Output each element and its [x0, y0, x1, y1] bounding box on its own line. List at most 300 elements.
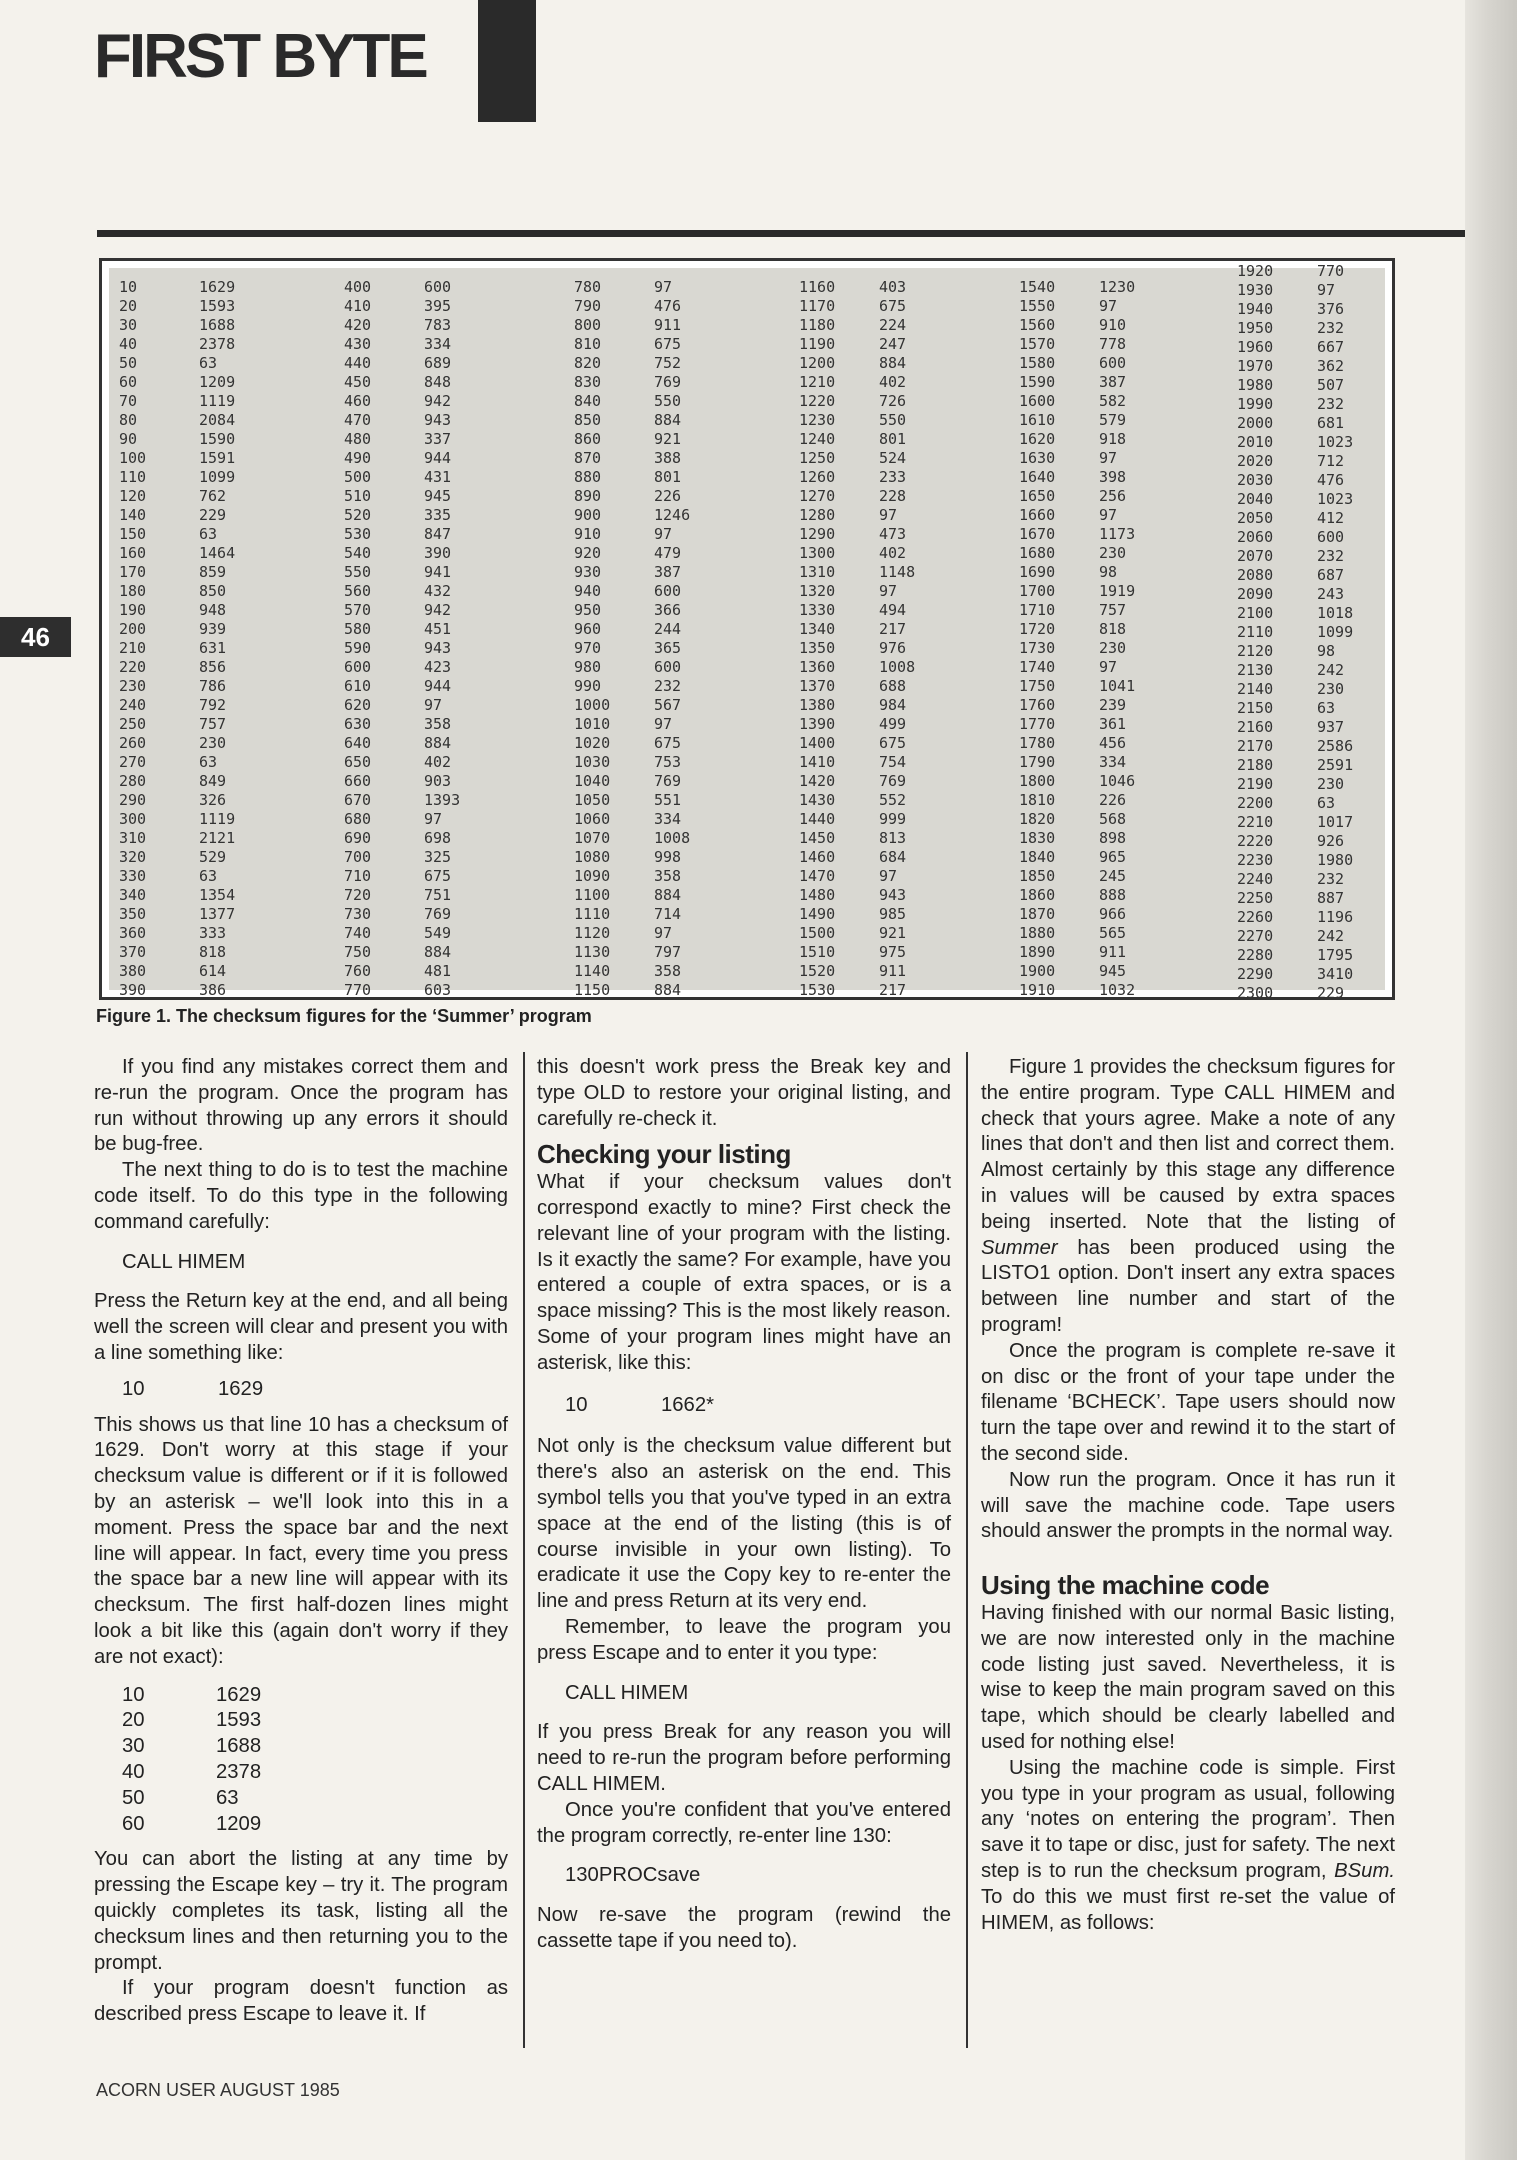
- checksum-value: 366: [654, 601, 682, 619]
- checksum-value: 334: [1099, 753, 1127, 771]
- checksum-row: [799, 354, 915, 373]
- line-number: 260: [119, 734, 147, 752]
- checksum-value: 230: [1099, 544, 1127, 562]
- checksum-value: 230: [1317, 680, 1345, 698]
- line-number: 2230: [1237, 851, 1274, 869]
- line-number: 520: [344, 506, 372, 524]
- checksum-row: [1237, 604, 1353, 623]
- line-number: 1380: [799, 696, 836, 714]
- checksum-value: 476: [1317, 471, 1345, 489]
- line-number: 2160: [1237, 718, 1274, 736]
- checksum-value: 1377: [199, 905, 236, 923]
- checksum-value: 600: [424, 278, 452, 296]
- checksum-row: [119, 829, 235, 848]
- checksum-row: [119, 677, 235, 696]
- checksum-value: 849: [199, 772, 227, 790]
- checksum-row: [119, 392, 235, 411]
- line-number: 430: [344, 335, 372, 353]
- line-number: 1580: [1019, 354, 1056, 372]
- checksum-value: 230: [1317, 775, 1345, 793]
- checksum-row: [1019, 677, 1135, 696]
- line-number: 670: [344, 791, 372, 809]
- checksum-row: [119, 582, 235, 601]
- checksum-row: [799, 696, 915, 715]
- line-number: 2040: [1237, 490, 1274, 508]
- line-number: 320: [119, 848, 147, 866]
- line-number: 390: [119, 981, 147, 999]
- checksum-value: 97: [879, 506, 898, 524]
- line-number: 1950: [1237, 319, 1274, 337]
- checksum-value: 675: [424, 867, 452, 885]
- line-number: 1630: [1019, 449, 1056, 467]
- line-number: 1510: [799, 943, 836, 961]
- checksum-row: [799, 658, 915, 677]
- line-number: 2130: [1237, 661, 1274, 679]
- checksum-row: [799, 791, 915, 810]
- line-number: 160: [119, 544, 147, 562]
- line-number: 2180: [1237, 756, 1274, 774]
- checksum-value: 242: [1317, 661, 1345, 679]
- line-number: 1050: [574, 791, 611, 809]
- line-number: 1700: [1019, 582, 1056, 600]
- line-number: 1150: [574, 981, 611, 999]
- checksum-value: 944: [424, 677, 452, 695]
- line-number: 420: [344, 316, 372, 334]
- checksum-row: [799, 297, 915, 316]
- checksum-value: 228: [879, 487, 907, 505]
- line-number: 650: [344, 753, 372, 771]
- checksum-column: [574, 278, 690, 1000]
- checksum-row: [1019, 829, 1135, 848]
- code-line: CALL HIMEM: [122, 1250, 246, 1273]
- sample-table: [94, 1683, 508, 1838]
- checksum-value: 402: [424, 753, 452, 771]
- checksum-row: [119, 468, 235, 487]
- checksum-value: 921: [654, 430, 682, 448]
- checksum-value: 600: [654, 582, 682, 600]
- checksum-value: 941: [424, 563, 452, 581]
- sample-output: [565, 1393, 951, 1419]
- checksum-value: 390: [424, 544, 452, 562]
- checksum-row: [344, 449, 460, 468]
- line-number: 1900: [1019, 962, 1056, 980]
- line-number: 2060: [1237, 528, 1274, 546]
- checksum-row: [119, 791, 235, 810]
- checksum-value: 1393: [424, 791, 461, 809]
- checksum-value: 582: [1099, 392, 1127, 410]
- checksum-value: 1629: [216, 1683, 262, 1706]
- checksum-row: [574, 753, 690, 772]
- checksum-value: 232: [1317, 319, 1345, 337]
- checksum-row: [574, 658, 690, 677]
- checksum-row: [1019, 791, 1135, 810]
- checksum-row: [574, 487, 690, 506]
- checksum-value: 926: [1317, 832, 1345, 850]
- checksum-value: 1046: [1099, 772, 1136, 790]
- paragraph: Using the machine code is simple. First you type in your program as usual, following any ‘notes on entering the program’. Then save it to tape or disc, just for safety. The next step is to run the checksum program, BSum. To do this we must first re-set the value of HIMEM, as follows:: [981, 1756, 1395, 1934]
- paragraph: This shows us that line 10 has a checksum of 1629. Don't worry at this stage if your checksum value is different or if it is followed by an asterisk – we'll look into this in a moment. Press the space bar and the next line will appear. In fact, every time you press the space bar a new line will appear with its checksum. The first half-dozen lines might look a bit like this (again don't worry if they are not exact):: [94, 1413, 508, 1668]
- checksum-row: [1019, 487, 1135, 506]
- checksum-row: [1237, 965, 1353, 984]
- checksum-row: [574, 639, 690, 658]
- checksum-row: [344, 981, 460, 1000]
- line-number: 350: [119, 905, 147, 923]
- checksum-row: [1237, 946, 1353, 965]
- checksum-value: 985: [879, 905, 907, 923]
- line-number: 1960: [1237, 338, 1274, 356]
- checksum-value: 97: [1317, 281, 1336, 299]
- line-number: 1750: [1019, 677, 1056, 695]
- checksum-value: 943: [879, 886, 907, 904]
- checksum-row: [1237, 509, 1353, 528]
- checksum-row: [574, 696, 690, 715]
- paragraph: If you press Break for any reason you will need to re-run the program before performing CALL HIMEM.: [537, 1721, 951, 1795]
- checksum-value: 984: [879, 696, 907, 714]
- line-number: 500: [344, 468, 372, 486]
- checksum-row: [799, 753, 915, 772]
- checksum-value: 757: [199, 715, 227, 733]
- line-number: 20: [119, 297, 138, 315]
- line-number: 1620: [1019, 430, 1056, 448]
- checksum-row: [1019, 753, 1135, 772]
- checksum-row: [574, 772, 690, 791]
- checksum-value: 1230: [1099, 278, 1136, 296]
- checksum-row: [1019, 696, 1135, 715]
- line-number: 1730: [1019, 639, 1056, 657]
- paragraph: You can abort the listing at any time by pressing the Escape key – try it. The program quickly completes its task, listing all the checksum lines and then returning you to the prompt.: [94, 1848, 508, 1974]
- line-number: 2080: [1237, 566, 1274, 584]
- line-number: 600: [344, 658, 372, 676]
- line-number: 10: [122, 1683, 145, 1706]
- checksum-value: 98: [1317, 642, 1336, 660]
- checksum-row: [574, 354, 690, 373]
- checksum-row: [1237, 699, 1353, 718]
- line-number: 1010: [574, 715, 611, 733]
- checksum-row: [119, 658, 235, 677]
- line-number: 740: [344, 924, 372, 942]
- checksum-value: 1593: [216, 1709, 262, 1732]
- checksum-row: [1237, 528, 1353, 547]
- checksum-value: 97: [654, 924, 673, 942]
- checksum-value: 476: [654, 297, 682, 315]
- checksum-row: [574, 962, 690, 981]
- checksum-value: 245: [1099, 867, 1127, 885]
- checksum-row: [344, 696, 460, 715]
- checksum-value: 1795: [1317, 946, 1354, 964]
- checksum-row: [1019, 658, 1135, 677]
- checksum-value: 473: [879, 525, 907, 543]
- paragraph: Now run the program. Once it has run it will save the machine code. Tape users should answer the prompts in the normal way.: [981, 1468, 1395, 1543]
- line-number: 2170: [1237, 737, 1274, 755]
- checksum-value: 944: [424, 449, 452, 467]
- line-number: 30: [122, 1735, 145, 1758]
- checksum-row: [1237, 718, 1353, 737]
- paragraph: If your program doesn't function as described press Escape to leave it. If: [94, 1977, 508, 2026]
- checksum-value: 1629: [218, 1377, 264, 1400]
- line-number: 1840: [1019, 848, 1056, 866]
- checksum-value: 848: [424, 373, 452, 391]
- checksum-row: [344, 582, 460, 601]
- line-number: 1880: [1019, 924, 1056, 942]
- checksum-row: [1019, 468, 1135, 487]
- line-number: 1290: [799, 525, 836, 543]
- checksum-row: [344, 924, 460, 943]
- checksum-value: 1173: [1099, 525, 1136, 543]
- line-number: 400: [344, 278, 372, 296]
- checksum-value: 568: [1099, 810, 1127, 828]
- line-number: 970: [574, 639, 602, 657]
- checksum-value: 1593: [199, 297, 236, 315]
- checksum-row: [799, 639, 915, 658]
- checksum-row: [119, 867, 235, 886]
- line-number: 120: [119, 487, 147, 505]
- line-number: 1140: [574, 962, 611, 980]
- checksum-row: [1019, 848, 1135, 867]
- line-number: 1170: [799, 297, 836, 315]
- checksum-value: 859: [199, 563, 227, 581]
- checksum-value: 229: [1317, 984, 1345, 1002]
- checksum-value: 769: [879, 772, 907, 790]
- line-number: 280: [119, 772, 147, 790]
- checksum-row: [344, 563, 460, 582]
- code-line: 130PROCsave: [565, 1864, 701, 1887]
- checksum-value: 358: [654, 962, 682, 980]
- checksum-value: 689: [424, 354, 452, 372]
- checksum-value: 1023: [1317, 433, 1354, 451]
- checksum-row: [574, 449, 690, 468]
- checksum-row: [344, 506, 460, 525]
- line-number: 1020: [574, 734, 611, 752]
- text-column-3: [981, 1055, 1395, 1936]
- checksum-row: [344, 316, 460, 335]
- checksum-value: 911: [654, 316, 682, 334]
- checksum-value: 754: [879, 753, 907, 771]
- line-number: 60: [119, 373, 138, 391]
- text-column-1: [94, 1055, 508, 2028]
- line-number: 210: [119, 639, 147, 657]
- checksum-row: [119, 335, 235, 354]
- checksum-row: [344, 278, 460, 297]
- checksum-row: [1237, 262, 1353, 281]
- checksum-row: [1237, 908, 1353, 927]
- checksum-value: 334: [654, 810, 682, 828]
- checksum-value: 687: [1317, 566, 1345, 584]
- checksum-value: 256: [1099, 487, 1127, 505]
- line-number: 2290: [1237, 965, 1274, 983]
- checksum-value: 431: [424, 468, 452, 486]
- line-number: 2050: [1237, 509, 1274, 527]
- paragraph: The next thing to do is to test the machine code itself. To do this type in the following command carefully:: [94, 1159, 508, 1233]
- checksum-row: [1237, 433, 1353, 452]
- line-number: 450: [344, 373, 372, 391]
- line-number: 1490: [799, 905, 836, 923]
- checksum-value: 884: [654, 411, 682, 429]
- checksum-row: [799, 620, 915, 639]
- checksum-row: [344, 525, 460, 544]
- checksum-row: [344, 810, 460, 829]
- checksum-value: 942: [424, 392, 452, 410]
- checksum-value: 684: [879, 848, 907, 866]
- line-number: 1710: [1019, 601, 1056, 619]
- line-number: 790: [574, 297, 602, 315]
- line-number: 90: [119, 430, 138, 448]
- line-number: 1400: [799, 734, 836, 752]
- checksum-row: [344, 354, 460, 373]
- line-number: 490: [344, 449, 372, 467]
- checksum-value: 217: [879, 620, 907, 638]
- line-number: 1250: [799, 449, 836, 467]
- line-number: 1460: [799, 848, 836, 866]
- checksum-value: 998: [654, 848, 682, 866]
- checksum-value: 230: [1099, 639, 1127, 657]
- checksum-row: [344, 392, 460, 411]
- line-number: 2090: [1237, 585, 1274, 603]
- line-number: 1070: [574, 829, 611, 847]
- checksum-value: 948: [199, 601, 227, 619]
- checksum-row: [119, 544, 235, 563]
- checksum-value: 550: [654, 392, 682, 410]
- checksum-row: [1019, 601, 1135, 620]
- checksum-row: [119, 981, 235, 1000]
- checksum-value: 402: [879, 373, 907, 391]
- line-number: 1830: [1019, 829, 1056, 847]
- checksum-row: [1019, 506, 1135, 525]
- checksum-row: [344, 411, 460, 430]
- checksum-row: [344, 658, 460, 677]
- checksum-row: [344, 297, 460, 316]
- line-number: 900: [574, 506, 602, 524]
- line-number: 1280: [799, 506, 836, 524]
- checksum-row: [119, 848, 235, 867]
- checksum-row: [119, 449, 235, 468]
- checksum-value: 850: [199, 582, 227, 600]
- line-number: 270: [119, 753, 147, 771]
- sample-row: [122, 1760, 508, 1786]
- checksum-row: [1019, 525, 1135, 544]
- checksum-row: [1237, 357, 1353, 376]
- line-number: 1100: [574, 886, 611, 904]
- checksum-row: [799, 829, 915, 848]
- checksum-value: 1591: [199, 449, 236, 467]
- line-number: 1980: [1237, 376, 1274, 394]
- checksum-row: [1237, 642, 1353, 661]
- checksum-row: [574, 791, 690, 810]
- line-number: 50: [119, 354, 138, 372]
- checksum-value: 97: [654, 525, 673, 543]
- line-number: 360: [119, 924, 147, 942]
- checksum-value: 233: [879, 468, 907, 486]
- checksum-row: [1237, 566, 1353, 585]
- checksum-value: 939: [199, 620, 227, 638]
- checksum-row: [1019, 734, 1135, 753]
- checksum-row: [1019, 411, 1135, 430]
- checksum-value: 943: [424, 639, 452, 657]
- checksum-row: [344, 373, 460, 392]
- checksum-row: [344, 905, 460, 924]
- line-number: 1670: [1019, 525, 1056, 543]
- line-number: 710: [344, 867, 372, 885]
- line-number: 1780: [1019, 734, 1056, 752]
- line-number: 720: [344, 886, 372, 904]
- line-number: 2200: [1237, 794, 1274, 812]
- checksum-value: 818: [1099, 620, 1127, 638]
- checksum-row: [119, 297, 235, 316]
- checksum-value: 567: [654, 696, 682, 714]
- checksum-value: 1008: [654, 829, 691, 847]
- line-number: 1970: [1237, 357, 1274, 375]
- checksum-row: [574, 848, 690, 867]
- line-number: 1110: [574, 905, 611, 923]
- checksum-row: [344, 677, 460, 696]
- checksum-value: 97: [654, 278, 673, 296]
- line-number: 1350: [799, 639, 836, 657]
- line-number: 1640: [1019, 468, 1056, 486]
- checksum-row: [799, 487, 915, 506]
- checksum-row: [1019, 620, 1135, 639]
- line-number: 1440: [799, 810, 836, 828]
- line-number: 1430: [799, 791, 836, 809]
- section-heading: Using the machine code: [981, 1570, 1270, 1601]
- checksum-row: [1237, 832, 1353, 851]
- checksum-value: 783: [424, 316, 452, 334]
- checksum-value: 63: [199, 867, 218, 885]
- line-number: 40: [119, 335, 138, 353]
- checksum-value: 1008: [879, 658, 916, 676]
- line-number: 1590: [1019, 373, 1056, 391]
- checksum-row: [574, 506, 690, 525]
- line-number: 1410: [799, 753, 836, 771]
- checksum-row: [1019, 981, 1135, 1000]
- checksum-row: [1019, 772, 1135, 791]
- checksum-value: 63: [216, 1786, 239, 1809]
- checksum-row: [799, 430, 915, 449]
- checksum-row: [574, 981, 690, 1000]
- checksum-value: 1688: [199, 316, 236, 334]
- checksum-value: 232: [1317, 395, 1345, 413]
- checksum-row: [1237, 927, 1353, 946]
- checksum-value: 1023: [1317, 490, 1354, 508]
- line-number: 2070: [1237, 547, 1274, 565]
- checksum-value: 365: [654, 639, 682, 657]
- line-number: 40: [122, 1760, 145, 1783]
- checksum-value: 786: [199, 677, 227, 695]
- checksum-value: 943: [424, 411, 452, 429]
- checksum-value: 2591: [1317, 756, 1354, 774]
- checksum-value: 921: [879, 924, 907, 942]
- line-number: 2000: [1237, 414, 1274, 432]
- checksum-value: 386: [199, 981, 227, 999]
- checksum-row: [1237, 813, 1353, 832]
- checksum-value: 675: [879, 734, 907, 752]
- line-number: 1420: [799, 772, 836, 790]
- checksum-value: 499: [879, 715, 907, 733]
- checksum-row: [344, 620, 460, 639]
- checksum-value: 2378: [199, 335, 236, 353]
- line-number: 1260: [799, 468, 836, 486]
- checksum-value: 334: [424, 335, 452, 353]
- checksum-row: [799, 772, 915, 791]
- line-number: 50: [122, 1786, 145, 1809]
- checksum-value: 403: [879, 278, 907, 296]
- checksum-row: [574, 829, 690, 848]
- figure-caption: Figure 1. The checksum figures for the ‘Summer’ program: [96, 1006, 592, 1026]
- line-number: 290: [119, 791, 147, 809]
- line-number: 1720: [1019, 620, 1056, 638]
- line-number: 2220: [1237, 832, 1274, 850]
- line-number: 200: [119, 620, 147, 638]
- checksum-value: 797: [654, 943, 682, 961]
- line-number: 2250: [1237, 889, 1274, 907]
